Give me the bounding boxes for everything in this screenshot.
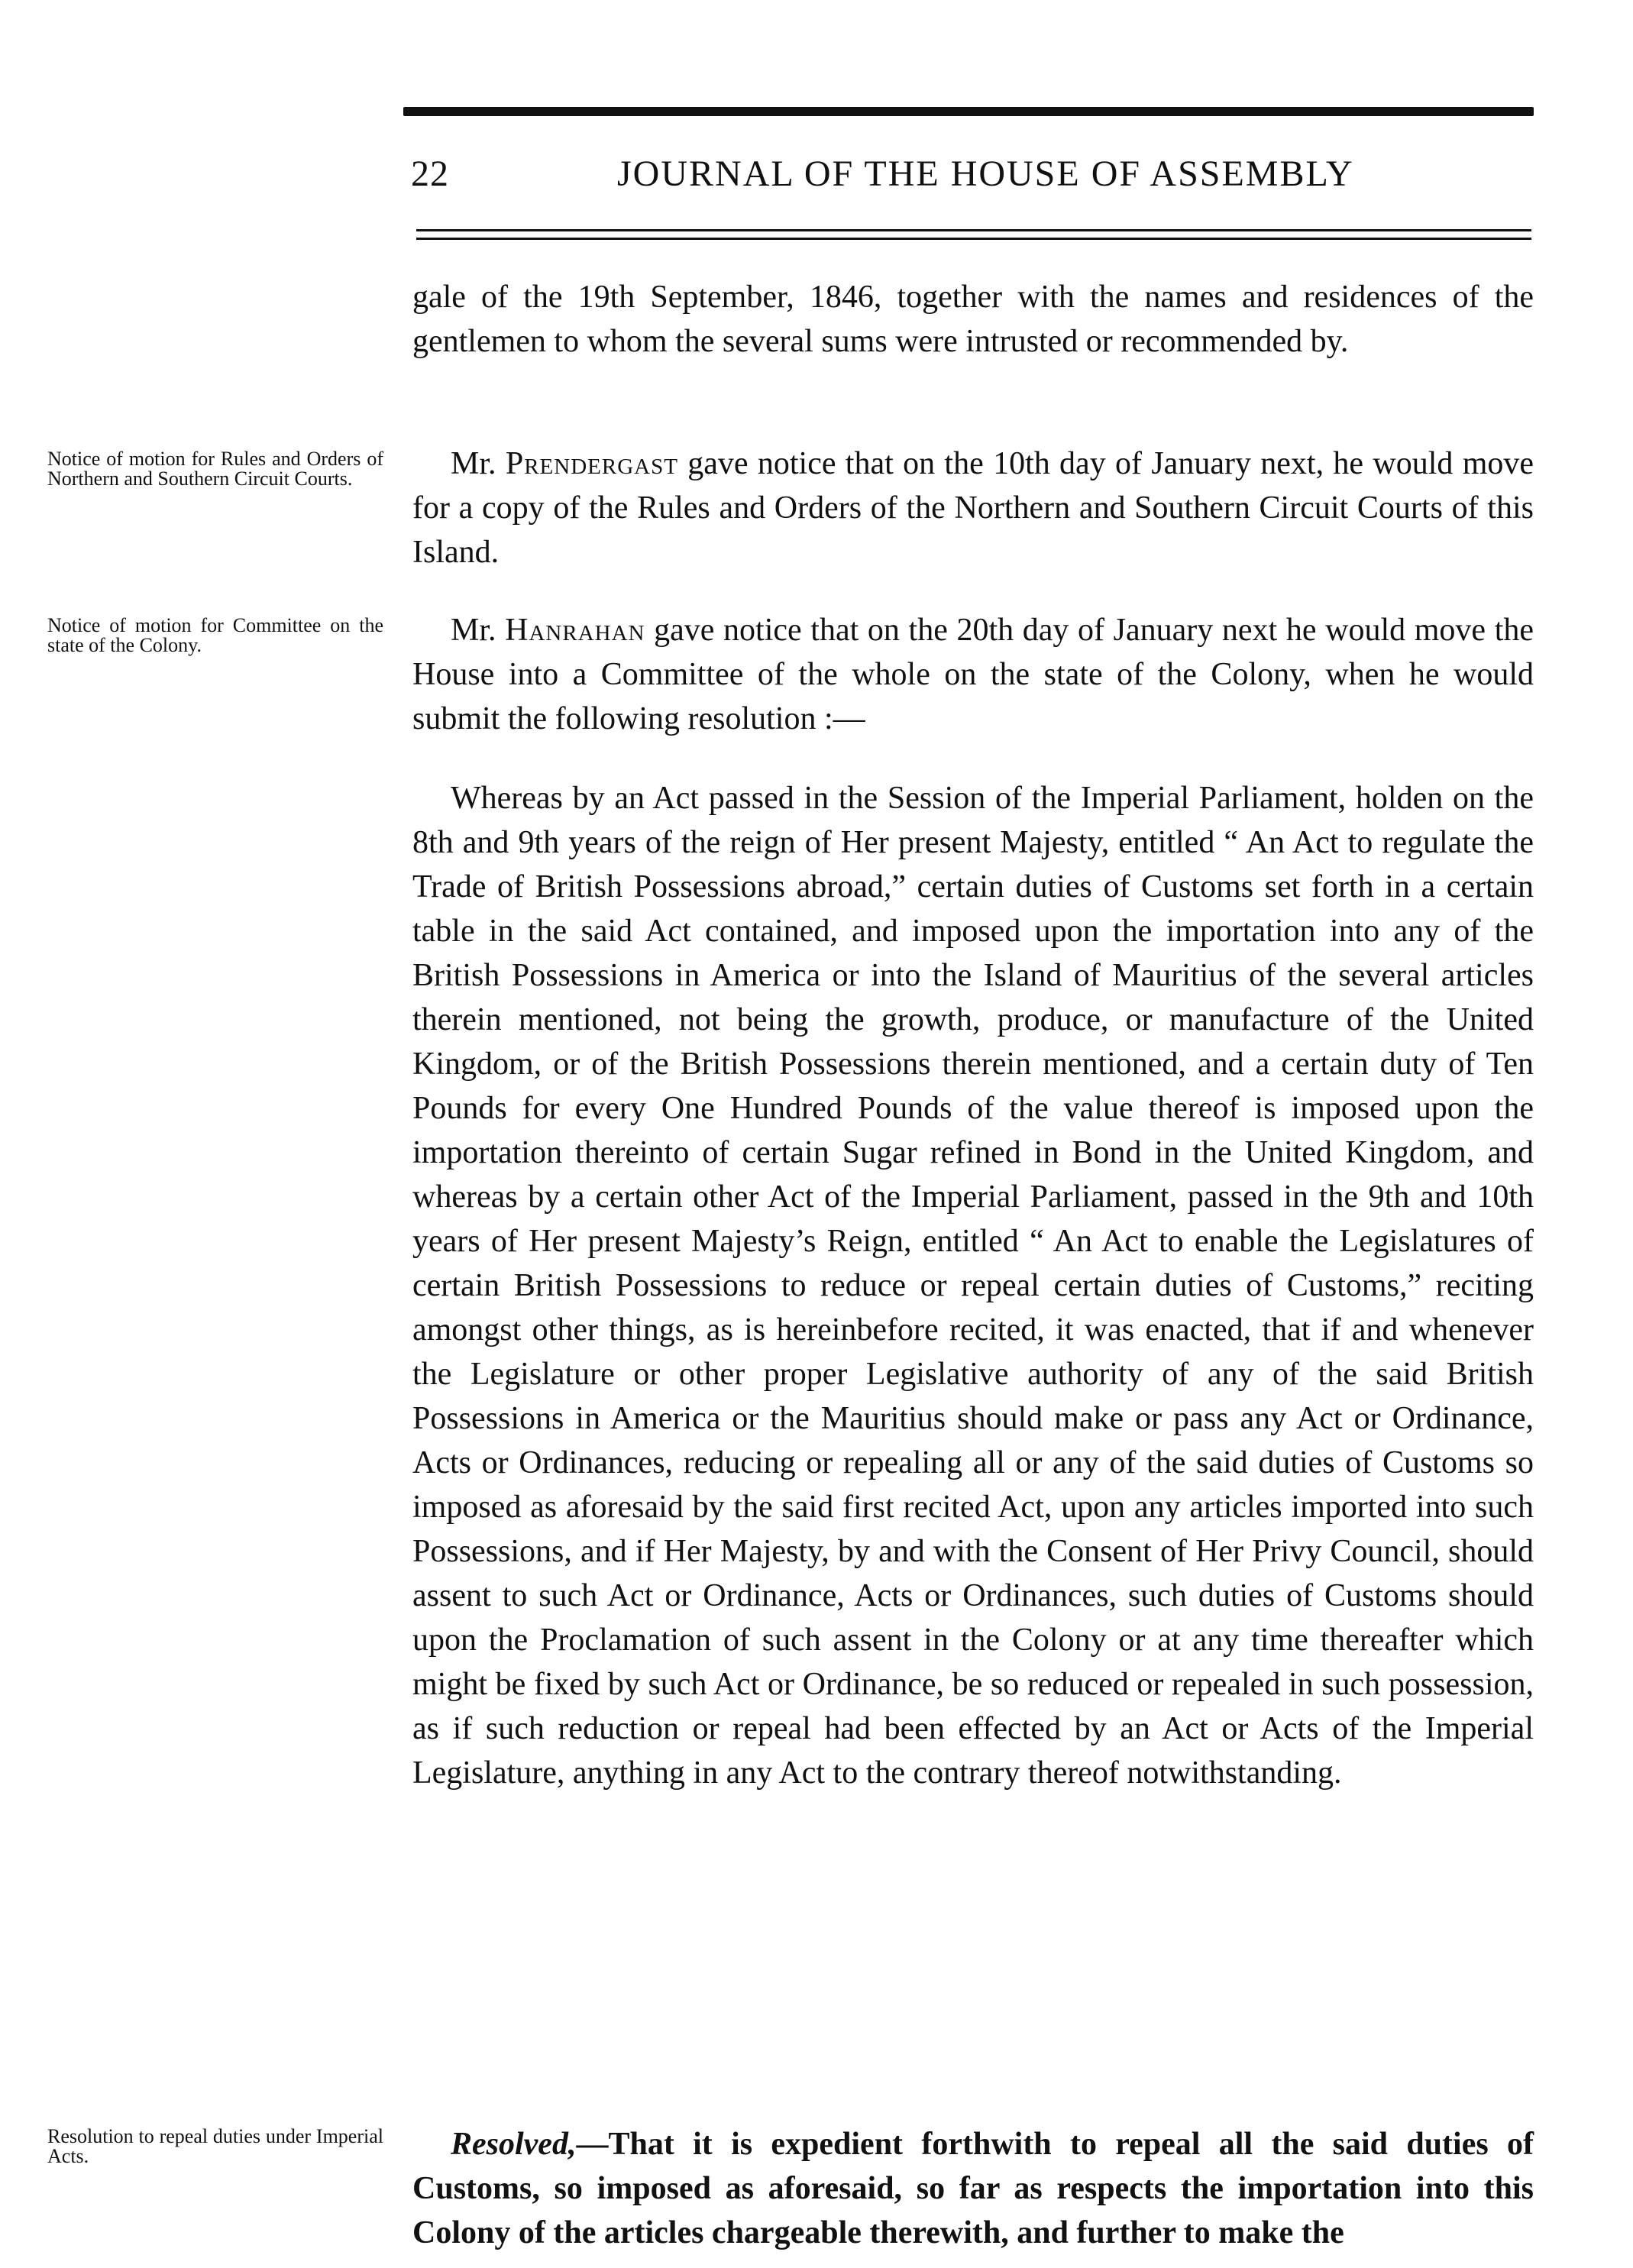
paragraph-resolved	[412, 2122, 1534, 2255]
paragraph-body	[412, 442, 1534, 574]
margin-note-committee: Notice of motion for Committee on the state of the Colony.	[47, 614, 383, 656]
header-double-rule	[416, 229, 1531, 240]
running-title: JOURNAL OF THE HOUSE OF ASSEMBLY	[617, 154, 1354, 194]
paragraph-text: gave notice that on the 10th day of January next, he would move for a copy of the Rules and Orders of the Northern and Southern Circuit Courts of this Island.	[412, 446, 1534, 570]
paragraph-prendergast-notice	[412, 442, 1534, 574]
paragraph-text: Whereas by an Act passed in the Session of the Imperial Parliament, holden on the 8th and 9th years of the reign of Her present Majesty, entitled “ An Act to regulate the Trade of British Possessions abroad,” certain duties of Customs set forth in a certain table in the said Act contained, and imposed upon the importation into any of the British Possessions in America or into the Island of Mauritius of the several articles therein mentioned, not being the growth, produce, or manufacture of the United Kingdom, or of the British Possessions therein mentioned, and a certain duty of Ten Pounds for every One Hundred Pounds of the value thereof is imposed upon the importation thereinto of certain Sugar refined in Bond in the United Kingdom, and whereas by a certain other Act of the Imperial Parliament, passed in the 9th and 10th years of Her present Majesty’s Reign, entitled “ An Act to enable the Legislatures of certain British Possessions to reduce or repeal certain duties of Customs,” reciting amongst other things, as is hereinbefore recited, it was enacted, that if and whenever the Legislature or other proper Legislative authority of any of the said British Possessions in America or the Mauritius should make or pass any Act or Ordinance, Acts or Ordinances, reducing or repealing all or any of the said duties of Customs so imposed as aforesaid by the said first recited Act, upon any articles imported into such Possessions, and if Her Majesty, by and with the Consent of Her Privy Council, should assent to such Act or Ordinance, Acts or Ordinances, such duties of Customs should upon the Proclamation of such assent in the Colony or at any time thereafter which might be fixed by such Act or Ordinance, be so reduced or repealed in such possession, as if such reduction or repeal had been effected by an Act or Acts of the Imperial Legislature, anything in any Act to the contrary thereof notwithstanding.	[412, 781, 1534, 1791]
speaker-title: Mr.	[451, 446, 506, 481]
paragraph-hanrahan-notice	[412, 608, 1534, 741]
running-head	[403, 145, 1534, 206]
page-number: 22	[411, 154, 449, 194]
speaker-name: Prendergast	[505, 446, 678, 481]
paragraph-text: gale of the 19th September, 1846, together with the names and residences of the gentlemen to whom the several sums were intrusted or recommended by.	[412, 280, 1534, 359]
margin-note-resolution: Resolution to repeal duties under Imperial Acts.	[47, 2125, 383, 2167]
resolved-lead: Resolved,	[451, 2127, 577, 2162]
paragraph-body	[412, 2122, 1534, 2255]
paragraph-gale-continuation	[412, 275, 1534, 364]
paragraph-text: —That it is expedient forthwith to repeal all the said duties of Customs, so imposed as aforesaid, so far as respects the importation into this Colony of the articles chargeable therewith, and further to make the	[412, 2127, 1534, 2250]
speaker-name: Hanrahan	[505, 613, 645, 648]
paragraph-text: gave notice that on the 20th day of January next he would move the House into a Committee of the whole on the state of the Colony, when he would submit the following resolution :—	[412, 613, 1534, 736]
paragraph-body	[412, 608, 1534, 741]
paragraph-whereas	[412, 776, 1534, 1795]
top-rule	[403, 107, 1534, 116]
margin-note-circuit-courts: Notice of motion for Rules and Orders of Northern and Southern Circuit Courts.	[47, 448, 383, 490]
speaker-title: Mr.	[451, 613, 506, 648]
